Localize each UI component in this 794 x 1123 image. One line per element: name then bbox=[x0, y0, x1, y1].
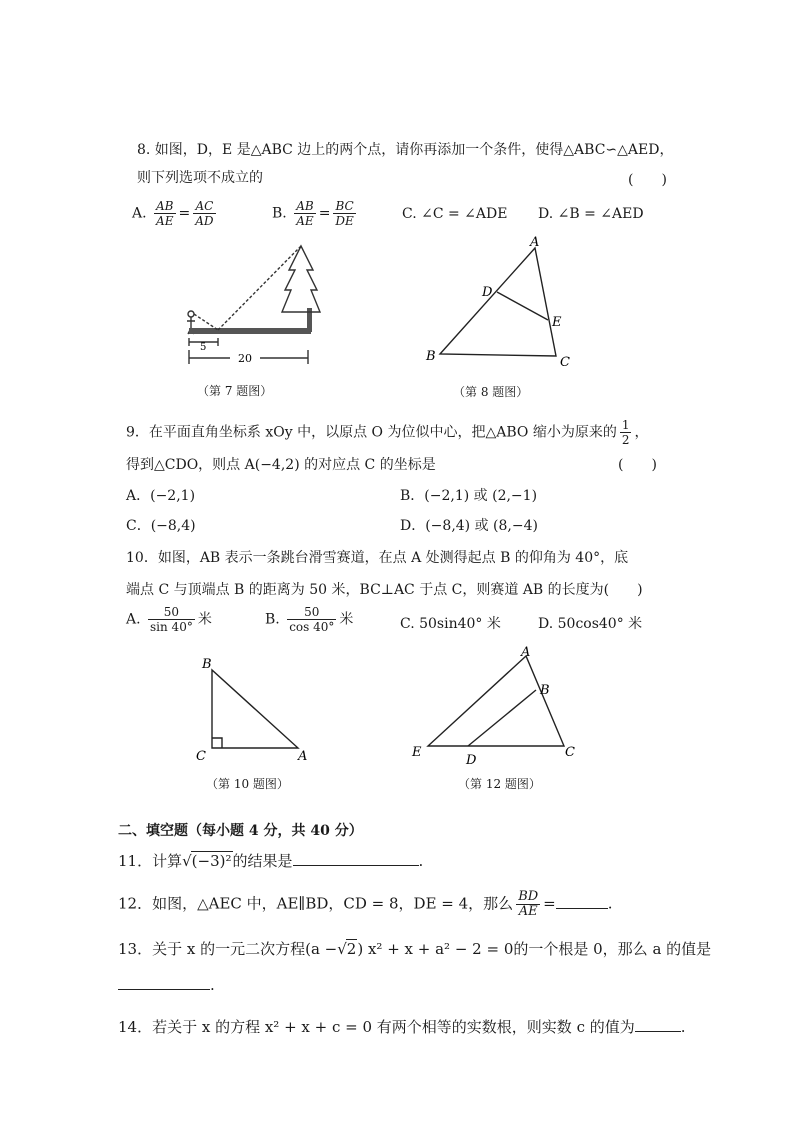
point-d: D bbox=[482, 285, 493, 300]
q11-radicand: (−3)² bbox=[191, 852, 232, 870]
frac-den: cos 40° bbox=[289, 620, 335, 634]
q8-option-b-label: B. bbox=[272, 205, 287, 222]
figure-8-caption: （第 8 题图） bbox=[453, 385, 529, 399]
frac-num: BC bbox=[333, 199, 355, 214]
q12-eq: = bbox=[543, 894, 556, 913]
point-c: C bbox=[560, 355, 570, 370]
q8-option-b: B. $\frac{AB}{AE}$ = $\frac{BC}{DE}$ bbox=[272, 199, 354, 228]
q12-answer-blank[interactable] bbox=[556, 908, 608, 909]
point-a: A bbox=[298, 749, 308, 764]
sight-line-long bbox=[218, 246, 301, 330]
point-b: B bbox=[426, 349, 436, 364]
q10-stem-line2: 端点 C 与顶端点 B 的距离为 50 米，BC⊥AC 于点 C，则赛道 AB 的长度为( ) bbox=[126, 582, 643, 598]
figure-12-caption: （第 12 题图） bbox=[458, 777, 541, 791]
ground-bar bbox=[189, 328, 311, 334]
frac-num: BD bbox=[518, 889, 539, 904]
q14-end: . bbox=[680, 1018, 686, 1036]
q13-eq-part2: ) x² + x + a² − 2 = 0 bbox=[357, 940, 514, 958]
q10-option-d: D. 50cos40° 米 bbox=[538, 616, 643, 632]
q10-option-b-label: B. bbox=[265, 611, 280, 628]
frac-den: AE bbox=[156, 214, 174, 228]
q8-answer-paren: ( ) bbox=[628, 172, 667, 188]
q13-eq-part1: (a − bbox=[305, 940, 338, 958]
q11-prefix: 11．计算 bbox=[118, 852, 183, 870]
q13-line2 bbox=[118, 976, 215, 994]
frac-num: 50 bbox=[287, 605, 336, 620]
q9-stem-text: 9．在平面直角坐标系 xOy 中，以原点 O 为位似中心，把△ABO 缩小为原来的 bbox=[126, 424, 617, 441]
frac-num: 50 bbox=[148, 605, 195, 620]
q10-option-a-unit: 米 bbox=[197, 611, 212, 628]
q11-end: . bbox=[418, 852, 424, 870]
point-b: B bbox=[540, 683, 550, 698]
q9-option-a: A．(−2,1) bbox=[126, 488, 196, 504]
frac-den: 2 bbox=[621, 433, 630, 447]
label-20: 20 bbox=[238, 352, 252, 365]
triangle-abc bbox=[440, 248, 556, 356]
segment-bd bbox=[468, 690, 536, 746]
q11-suffix: 的结果是 bbox=[232, 852, 293, 870]
q8-option-d: D. ∠B = ∠AED bbox=[538, 206, 644, 222]
q12-end: . bbox=[607, 894, 613, 913]
triangle-abc bbox=[212, 670, 298, 748]
q8-stem-line2: 则下列选项不成立的 bbox=[137, 170, 263, 186]
label-5: 5 bbox=[200, 342, 207, 353]
q13-end: . bbox=[210, 976, 215, 994]
q13-answer-blank[interactable] bbox=[118, 989, 210, 990]
frac-den: DE bbox=[335, 214, 354, 228]
frac-den: sin 40° bbox=[150, 620, 193, 634]
q9-option-c: C．(−8,4) bbox=[126, 518, 196, 534]
sight-line-short bbox=[194, 314, 218, 330]
q8-option-a-label: A. bbox=[132, 205, 147, 222]
q13-prefix: 13．关于 x 的一元二次方程 bbox=[118, 940, 306, 958]
tree-outline bbox=[282, 246, 320, 312]
figure-7 bbox=[180, 238, 320, 373]
point-d: D bbox=[466, 753, 477, 768]
q10-option-a-label: A. bbox=[126, 611, 141, 628]
frac-num: AB bbox=[296, 199, 314, 213]
point-a: A bbox=[521, 645, 531, 660]
frac-num: AB bbox=[156, 199, 174, 213]
figure-12 bbox=[410, 644, 590, 769]
q9-answer-paren: ( ) bbox=[618, 457, 657, 473]
person-head bbox=[188, 311, 194, 317]
figure-8 bbox=[420, 236, 580, 376]
segment-de bbox=[497, 292, 548, 320]
triangle-aec bbox=[428, 656, 564, 746]
q14 bbox=[118, 1016, 686, 1037]
frac-den: AE bbox=[296, 214, 314, 228]
frac-den: AD bbox=[195, 214, 214, 228]
point-e: E bbox=[412, 745, 422, 760]
point-b: B bbox=[202, 657, 212, 672]
q8-option-a: A. $\frac{AB}{AE}$ = $\frac{AC}{AD}$ bbox=[132, 199, 214, 228]
point-e: E bbox=[552, 315, 562, 330]
right-angle-mark bbox=[212, 738, 222, 748]
q9-option-d: D．(−8,4) 或 (8,−4) bbox=[400, 518, 538, 534]
q13-eq-sqrt: 2 bbox=[346, 940, 357, 958]
q12 bbox=[118, 890, 613, 919]
q11-answer-blank[interactable] bbox=[293, 865, 419, 866]
point-c: C bbox=[196, 749, 206, 764]
figure-10-caption: （第 10 题图） bbox=[206, 777, 289, 791]
q14-text: 14．若关于 x 的方程 x² + x + c = 0 有两个相等的实数根，则实数 c 的值为 bbox=[118, 1018, 635, 1036]
q11: 11．计算√(−3)²的结果是 . bbox=[118, 852, 424, 870]
q10-option-b-unit: 米 bbox=[339, 611, 354, 628]
q13-line1: 13．关于 x 的一元二次方程(a −√2) x² + x + a² − 2 = 0的一个根是 0，那么 a 的值是 bbox=[118, 940, 712, 958]
figure-7-caption: （第 7 题图） bbox=[197, 384, 273, 398]
frac-den: AE bbox=[518, 904, 538, 919]
point-c: C bbox=[565, 745, 575, 760]
q8-stem-line1: 8. 如图，D，E 是△ABC 边上的两个点，请你再添加一个条件，使得△ABC∽△AED， bbox=[137, 142, 674, 158]
point-a: A bbox=[530, 235, 540, 250]
section-2-title: 二、填空题（每小题 4 分，共 40 分） bbox=[118, 823, 363, 839]
figure-10 bbox=[192, 652, 322, 764]
q9-comma: ， bbox=[634, 424, 649, 441]
q10-option-a bbox=[126, 605, 212, 634]
q9-option-b: B．(−2,1) 或 (2,−1) bbox=[400, 488, 538, 504]
q10-option-c: C. 50sin40° 米 bbox=[400, 616, 501, 632]
frac-num: AC bbox=[193, 199, 215, 214]
q8-option-c: C. ∠C = ∠ADE bbox=[402, 206, 508, 222]
q9-stem-line1 bbox=[126, 418, 648, 447]
q14-answer-blank[interactable] bbox=[635, 1031, 681, 1032]
q13-suffix: 的一个根是 0，那么 a 的值是 bbox=[513, 940, 712, 958]
q10-option-b bbox=[265, 605, 353, 634]
q9-stem-line2: 得到△CDO，则点 A(−4,2) 的对应点 C 的坐标是 bbox=[126, 457, 436, 473]
q12-text: 12．如图，△AEC 中，AE∥BD，CD = 8，DE = 4，那么 bbox=[118, 894, 514, 913]
frac-num: 1 bbox=[621, 418, 630, 432]
q10-stem-line1: 10．如图，AB 表示一条跳台滑雪赛道，在点 A 处测得起点 B 的仰角为 40°，底 bbox=[126, 550, 629, 566]
